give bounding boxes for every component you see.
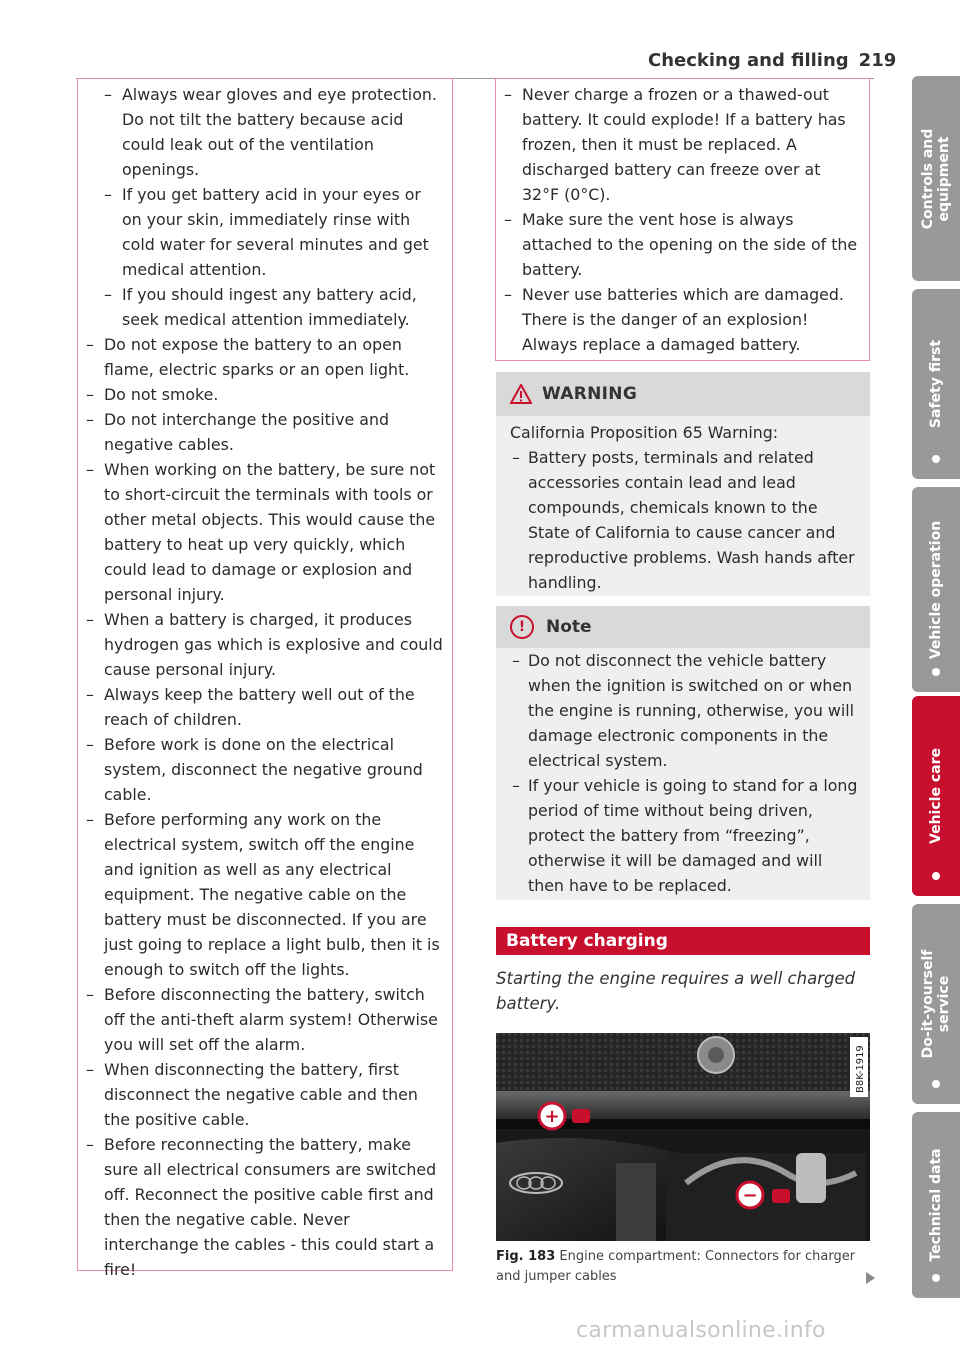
right-warning-list xyxy=(502,82,862,357)
list-item: – Do not disconnect the vehicle battery when the ignition is switched on or when the engine is running, otherwise, you will damage electronic components in the electrical system. xyxy=(510,648,862,773)
bullet-icon xyxy=(932,668,940,676)
list-item: – Before reconnecting the battery, make sure all electrical consumers are switched off. Reconnect the positive cable first and then the negative cable. Never interchange the cables - this could start a fire! xyxy=(84,1132,444,1282)
main-list xyxy=(84,332,444,1282)
list-item: – If you should ingest any battery acid, seek medical attention immediately. xyxy=(102,282,444,332)
list-item: – Battery posts, terminals and related accessories contain lead and lead compounds, chemicals known to the State of California to cause cancer and reproductive problems. Wash hands after handling. xyxy=(510,445,860,595)
side-tab-vehicle-operation[interactable] xyxy=(912,487,960,692)
list-item: – If you get battery acid in your eyes or on your skin, immediately rinse with cold water for several minutes and get medical attention. xyxy=(102,182,444,282)
note-label: Note xyxy=(546,617,592,637)
list-item: – Never charge a frozen or a thawed-out battery. It could explode! If a battery has frozen, then it must be replaced. A discharged battery can freeze over at 32°F (0°C). xyxy=(502,82,862,207)
side-tab-controls-and-equipment[interactable] xyxy=(912,76,960,281)
warning-list xyxy=(510,445,860,595)
note-header xyxy=(496,606,870,648)
watermark: carmanualsonline.info xyxy=(576,1318,826,1343)
list-item: – When disconnecting the battery, first disconnect the negative cable and then the positive cable. xyxy=(84,1057,444,1132)
plus-terminal-symbol: + xyxy=(544,1106,560,1127)
side-tab-vehicle-care[interactable] xyxy=(912,696,960,896)
warning-body xyxy=(496,416,870,596)
bullet-icon xyxy=(932,1274,940,1282)
list-item: – Always keep the battery well out of the reach of children. xyxy=(84,682,444,732)
list-item: – When working on the battery, be sure not to short-circuit the terminals with tools or other metal objects. This would cause the battery to heat up very quickly, which could lead to damage or explosion and personal injury. xyxy=(84,457,444,607)
warning-intro: California Proposition 65 Warning: xyxy=(510,423,779,442)
section-title: Checking and filling xyxy=(648,50,849,71)
caption-label: Fig. 183 xyxy=(496,1249,556,1264)
side-tab-do-it-yourself-service[interactable] xyxy=(912,904,960,1104)
list-item: – Always wear gloves and eye protection. Do not tilt the battery because acid could leak out of the ventilation openings. xyxy=(102,82,444,182)
side-tab-label: Vehicle care xyxy=(928,748,944,844)
list-item: – Before disconnecting the battery, switch off the anti-theft alarm system! Otherwise you will set off the alarm. xyxy=(84,982,444,1057)
figure-code: B8K-1919 xyxy=(855,1045,866,1093)
minus-terminal-symbol: − xyxy=(742,1185,758,1206)
list-item: – When a battery is charged, it produces hydrogen gas which is explosive and could cause personal injury. xyxy=(84,607,444,682)
main-list xyxy=(502,82,862,357)
side-tab-label: Do-it-yourself service xyxy=(920,949,952,1059)
list-item: – Do not expose the battery to an open flame, electric sparks or an open light. xyxy=(84,332,444,382)
side-tab-label: Controls and equipment xyxy=(920,128,952,229)
list-item: – If your vehicle is going to stand for a long period of time without being driven, protect the battery from “freezing”, otherwise it will be damaged and will then have to be replaced. xyxy=(510,773,862,898)
side-tab-safety-first[interactable] xyxy=(912,289,960,479)
engine-compartment-figure xyxy=(496,1033,870,1241)
warning-label: WARNING xyxy=(542,384,638,404)
side-tab-label: Technical data xyxy=(928,1148,944,1262)
bullet-icon xyxy=(932,1080,940,1088)
note-list xyxy=(510,648,862,898)
section-intro: Starting the engine requires a well charged battery. xyxy=(496,969,856,1013)
sub-list xyxy=(102,82,444,332)
side-tab-technical-data[interactable] xyxy=(912,1112,960,1298)
warning-header xyxy=(496,372,870,416)
list-item: – Before performing any work on the electrical system, switch off the engine and ignition as well as any electrical equipment. The negative cable on the battery must be disconnected. If you are just going to replace a light bulb, then it is enough to switch off the lights. xyxy=(84,807,444,982)
list-item: – Before work is done on the electrical system, disconnect the negative ground cable. xyxy=(84,732,444,807)
continue-arrow-icon xyxy=(866,1272,875,1284)
side-tab-label: Vehicle operation xyxy=(928,520,944,659)
bullet-icon xyxy=(932,455,940,463)
page-number: 219 xyxy=(858,50,897,71)
note-exclamation-icon: ! xyxy=(510,615,534,639)
left-warning-list xyxy=(84,82,444,1282)
running-header xyxy=(648,50,897,71)
warning-triangle-icon xyxy=(510,384,532,404)
section-heading: Battery charging xyxy=(496,927,870,955)
list-item: – Do not smoke. xyxy=(84,382,444,407)
bullet-icon xyxy=(932,872,940,880)
list-item: – Never use batteries which are damaged. There is the danger of an explosion! Always replace a damaged battery. xyxy=(502,282,862,357)
list-item: – Make sure the vent hose is always attached to the opening on the side of the battery. xyxy=(502,207,862,282)
list-item: – Do not interchange the positive and negative cables. xyxy=(84,407,444,457)
caption-text: Engine compartment: Connectors for charger and jumper cables xyxy=(496,1249,856,1284)
figure-caption xyxy=(496,1247,870,1287)
note-body xyxy=(496,648,870,900)
side-tab-label: Safety first xyxy=(928,339,944,429)
engine-illustration xyxy=(496,1033,870,1241)
